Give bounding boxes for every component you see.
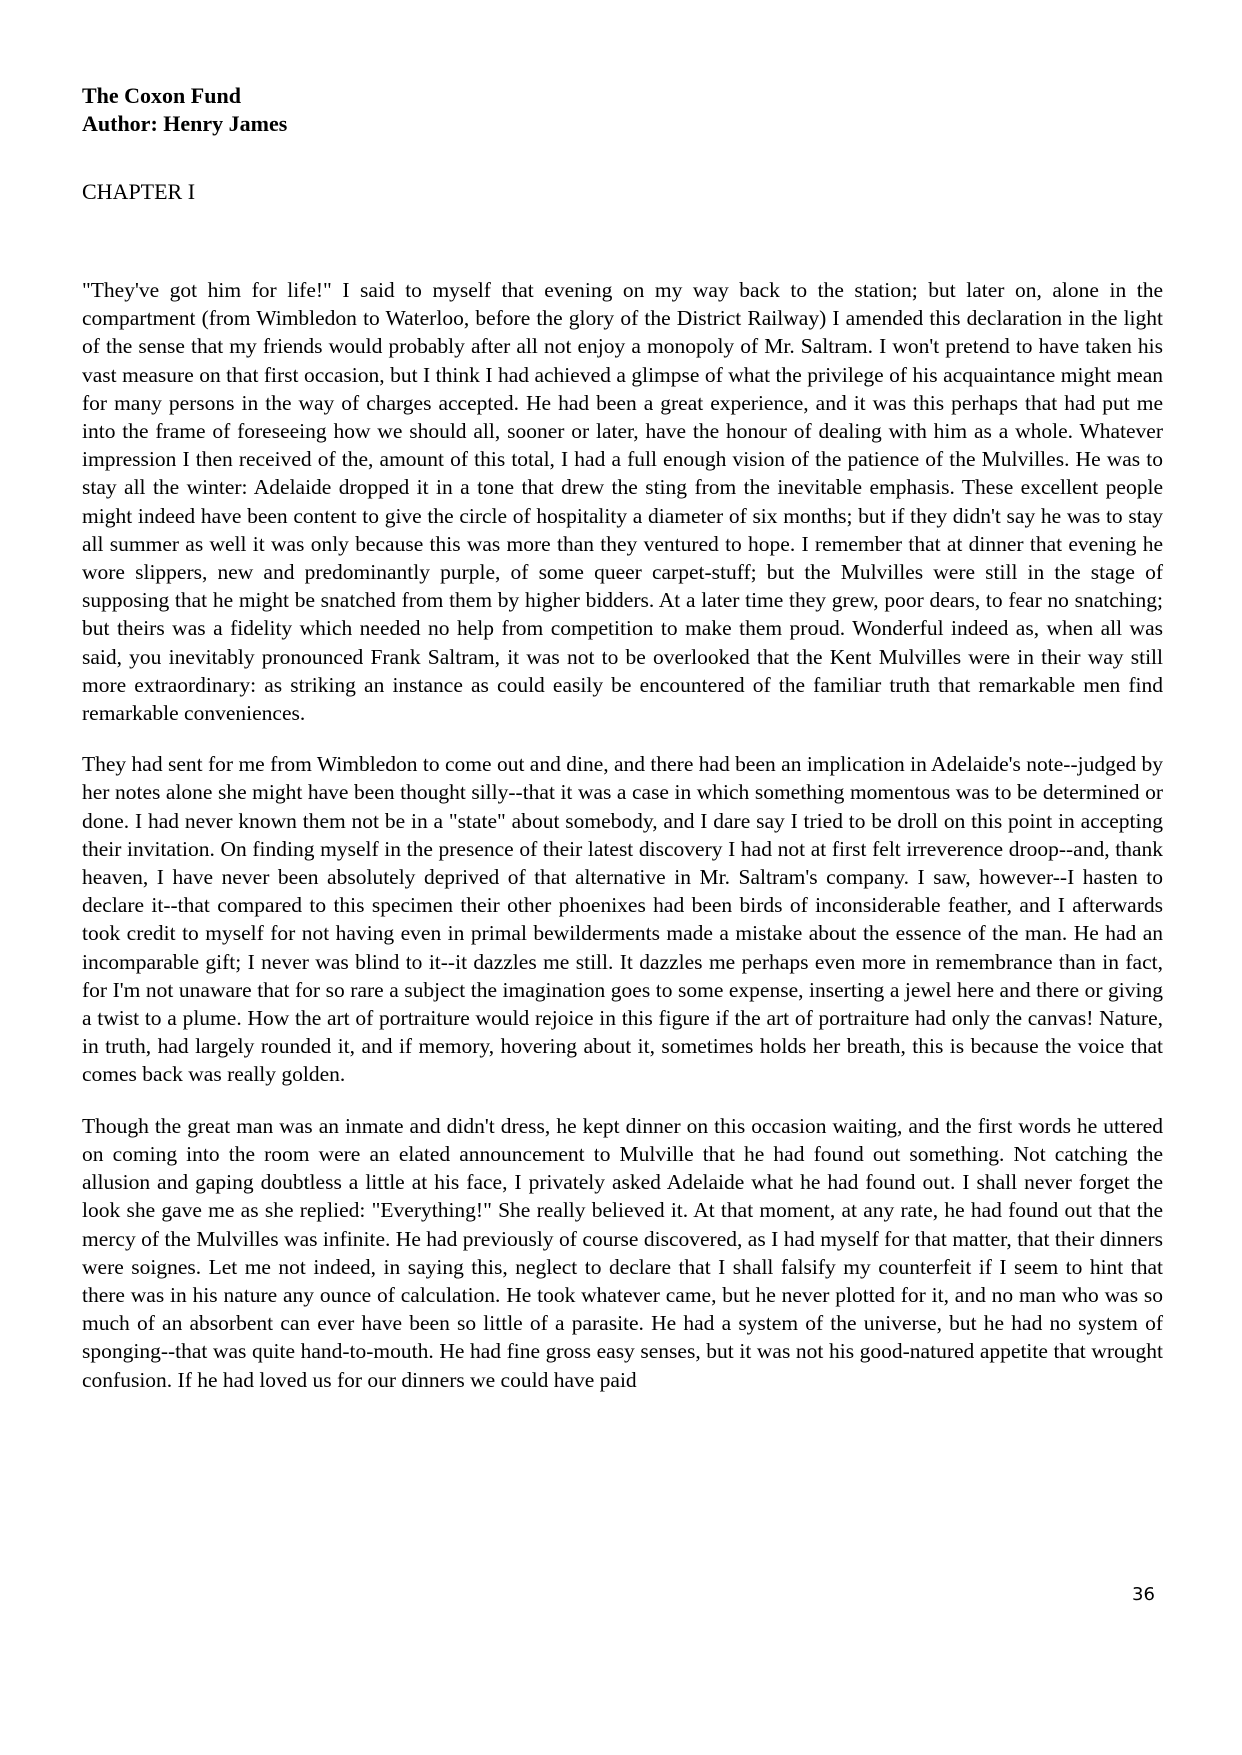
chapter-heading: CHAPTER I	[82, 179, 196, 204]
book-author: Author: Henry James	[82, 111, 288, 136]
document-header	[82, 82, 1162, 138]
book-title: The Coxon Fund	[82, 83, 241, 108]
body-text	[82, 276, 1163, 1417]
paragraph: Though the great man was an inmate and didn't dress, he kept dinner on this occasion waiting, and the first words he uttered on coming into the room were an elated announcement to Mulville that he had found out something. Not catching the allusion and gaping doubtless a little at his face, I privately asked Adelaide what he had found out. I shall never forget the look she gave me as she replied: "Everything!" She really believed it. At that moment, at any rate, he had found out that the mercy of the Mulvilles was infinite. He had previously of course discovered, as I had myself for that matter, that their dinners were soignes. Let me not indeed, in saying this, neglect to declare that I shall falsify my counterfeit if I seem to hint that there was in his nature any ounce of calculation. He took whatever came, but he never plotted for it, and no man who was so much of an absorbent can ever have been so little of a parasite. He had a system of the universe, but he had no system of sponging--that was quite hand-to-mouth. He had fine gross easy senses, but it was not his good-natured appetite that wrought confusion. If he had loved us for our dinners we could have paid	[82, 1113, 1163, 1392]
page-number: 36	[1132, 1584, 1155, 1605]
paragraph: "They've got him for life!" I said to myself that evening on my way back to the station; but later on, alone in the compartment (from Wimbledon to Waterloo, before the glory of the District Railway) I amended this declaration in the light of the sense that my friends would probably after all not enjoy a monopoly of Mr. Saltram. I won't pretend to have taken his vast measure on that first occasion, but I think I had achieved a glimpse of what the privilege of his acquaintance might mean for many persons in the way of charges accepted. He had been a great experience, and it was this perhaps that had put me into the frame of foreseeing how we should all, sooner or later, have the honour of dealing with him as a whole. Whatever impression I then received of the, amount of this total, I had a full enough vision of the patience of the Mulvilles. He was to stay all the winter: Adelaide dropped it in a tone that drew the sting from the inevitable emphasis. These excellent people might indeed have been content to give the circle of hospitality a diameter of six months; but if they didn't say he was to stay all summer as well it was only because this was more than they ventured to hope. I remember that at dinner that evening he wore slippers, new and predominantly purple, of some queer carpet-stuff; but the Mulvilles were still in the stage of supposing that he might be snatched from them by higher bidders. At a later time they grew, poor dears, to fear no snatching; but theirs was a fidelity which needed no help from competition to make them proud. Wonderful indeed as, when all was said, you inevitably pronounced Frank Saltram, it was not to be overlooked that the Kent Mulvilles were in their way still more extraordinary: as striking an instance as could easily be encountered of the familiar truth that remarkable men find remarkable conveniences.	[82, 278, 1163, 726]
paragraph: They had sent for me from Wimbledon to come out and dine, and there had been an implication in Adelaide's note--judged by her notes alone she might have been thought silly--that it was a case in which something momentous was to be determined or done. I had never known them not be in a "state" about somebody, and I dare say I tried to be droll on this point in accepting their invitation. On finding myself in the presence of their latest discovery I had not at first felt irreverence droop--and, thank heaven, I have never been absolutely deprived of that alternative in Mr. Saltram's company. I saw, however--I hasten to declare it--that compared to this specimen their other phoenixes had been birds of inconsiderable feather, and I afterwards took credit to myself for not having even in primal bewilderments made a mistake about the essence of the man. He had an incomparable gift; I never was blind to it--it dazzles me still. It dazzles me perhaps even more in remembrance than in fact, for I'm not unaware that for so rare a subject the imagination goes to some expense, inserting a jewel here and there or giving a twist to a plume. How the art of portraiture would rejoice in this figure if the art of portraiture had only the canvas! Nature, in truth, had largely rounded it, and if memory, hovering about it, sometimes holds her breath, this is because the voice that comes back was really golden.	[82, 752, 1163, 1087]
